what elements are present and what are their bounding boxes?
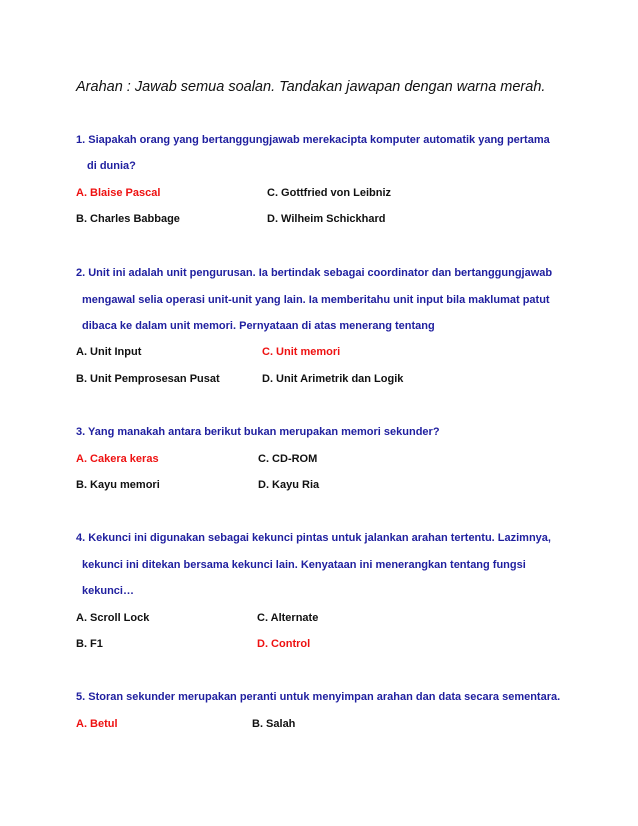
question-1-option-b: B. Charles Babbage xyxy=(76,213,180,225)
question-1-text-line1: 1. Siapakah orang yang bertanggungjawab merekacipta komputer automatik yang pertama xyxy=(76,134,550,146)
instruction-heading: Arahan : Jawab semua soalan. Tandakan jawapan dengan warna merah. xyxy=(76,79,546,95)
question-4-option-d-answer: D. Control xyxy=(257,638,311,650)
question-2-option-a: A. Unit Input xyxy=(76,346,142,358)
question-4-option-c: C. Alternate xyxy=(257,612,319,624)
question-1-option-c: C. Gottfried von Leibniz xyxy=(267,187,392,199)
question-2-option-d: D. Unit Arimetrik dan Logik xyxy=(262,373,404,385)
question-2-text-line2: mengawal selia operasi unit-unit yang lain. Ia memberitahu unit input bila maklumat patut xyxy=(82,294,550,306)
question-3-option-c: C. CD-ROM xyxy=(258,453,318,465)
question-1-text-line2: di dunia? xyxy=(87,160,136,172)
question-4-text-line3: kekunci… xyxy=(82,585,134,597)
question-2-text-line1: 2. Unit ini adalah unit pengurusan. Ia bertindak sebagai coordinator dan bertanggungjawab xyxy=(76,267,553,279)
question-1-option-a-answer: A. Blaise Pascal xyxy=(76,187,161,199)
question-5-option-b: B. Salah xyxy=(252,718,296,730)
question-4-text-line1: 4. Kekunci ini digunakan sebagai kekunci pintas untuk jalankan arahan tertentu. Lazimnya, xyxy=(76,532,551,544)
question-3-text-line1: 3. Yang manakah antara berikut bukan merupakan memori sekunder? xyxy=(76,426,440,438)
question-3-option-b: B. Kayu memori xyxy=(76,479,160,491)
question-2-option-c-answer: C. Unit memori xyxy=(262,346,341,358)
question-4-option-a: A. Scroll Lock xyxy=(76,612,150,624)
question-3-option-d: D. Kayu Ria xyxy=(258,479,320,491)
question-5-option-a-answer: A. Betul xyxy=(76,718,118,730)
question-3-option-a-answer: A. Cakera keras xyxy=(76,453,159,465)
question-2-text-line3: dibaca ke dalam unit memori. Pernyataan di atas menerang tentang xyxy=(82,320,435,332)
question-4-text-line2: kekunci ini ditekan bersama kekunci lain. Kenyataan ini menerangkan tentang fungsi xyxy=(82,559,526,571)
question-4-option-b: B. F1 xyxy=(76,638,103,650)
question-5-text-line1: 5. Storan sekunder merupakan peranti untuk menyimpan arahan dan data secara sementara. xyxy=(76,691,561,703)
question-1-option-d: D. Wilheim Schickhard xyxy=(267,213,386,225)
question-2-option-b: B. Unit Pemprosesan Pusat xyxy=(76,373,220,385)
